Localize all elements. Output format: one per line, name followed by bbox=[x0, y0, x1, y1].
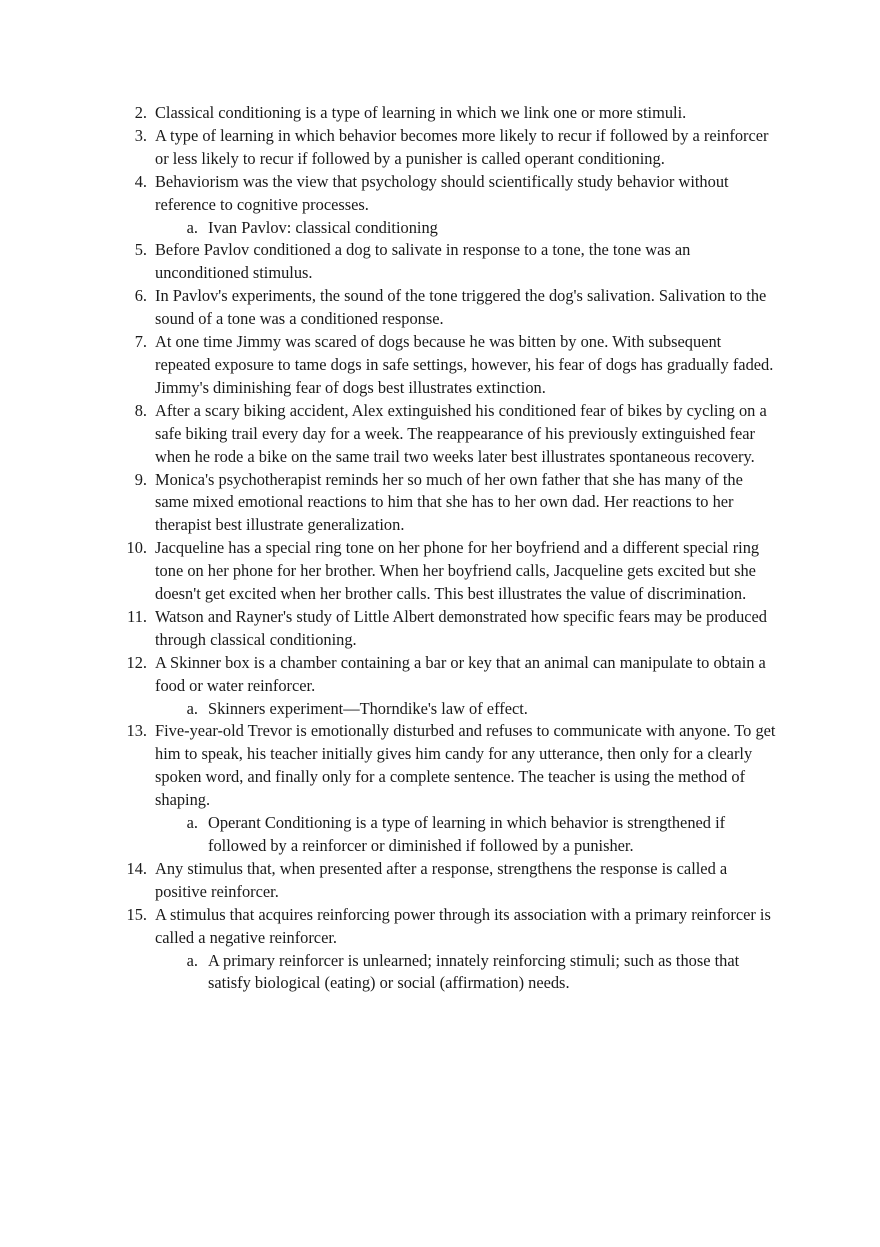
sub-list-item bbox=[0, 698, 780, 721]
list-item bbox=[0, 469, 780, 538]
list-item bbox=[0, 858, 780, 904]
item-number: 14. bbox=[126, 858, 147, 878]
item-text: A type of learning in which behavior becomes more likely to recur if followed by a reinforcer or less likely to recur if followed by a punisher is called operant conditioning. bbox=[155, 125, 769, 168]
list-item bbox=[0, 537, 780, 606]
list-item bbox=[0, 904, 780, 950]
item-text: Watson and Rayner's study of Little Albert demonstrated how specific fears may be produced through classical conditioning. bbox=[155, 606, 768, 649]
item-text: Classical conditioning is a type of learning in which we link one or more stimuli. bbox=[155, 103, 687, 122]
item-number: 5. bbox=[134, 240, 147, 260]
item-text: After a scary biking accident, Alex extinguished his conditioned fear of bikes by cycling on a safe biking trail every day for a week. The reappearance of his previously extinguished fear when he rode a bike on the same trail two weeks later best illustrates spontaneous recovery. bbox=[155, 400, 767, 466]
sub-item-letter: a. bbox=[186, 217, 198, 237]
item-text: Jacqueline has a special ring tone on her phone for her boyfriend and a different special ring tone on her phone for her brother. When her boyfriend calls, Jacqueline gets excited but she doesn't get excited when her brother calls. This best illustrates the value of discrimination. bbox=[155, 538, 760, 604]
list-item bbox=[0, 400, 780, 469]
item-text: In Pavlov's experiments, the sound of the tone triggered the dog's salivation. Salivation to the sound of a tone was a conditioned response. bbox=[155, 286, 767, 329]
item-number: 11. bbox=[127, 606, 147, 626]
sub-item-text: A primary reinforcer is unlearned; innately reinforcing stimuli; such as those that satisfy biological (eating) or social (affirmation) needs. bbox=[208, 950, 740, 993]
list-item bbox=[0, 720, 780, 812]
sub-item-letter: a. bbox=[186, 950, 198, 970]
item-number: 10. bbox=[126, 538, 147, 558]
sub-item-letter: a. bbox=[186, 813, 198, 833]
sub-item-text: Ivan Pavlov: classical conditioning bbox=[208, 217, 438, 237]
item-text: Monica's psychotherapist reminds her so much of her own father that she has many of the same mixed emotional reactions to him that she has to her own dad. Her reactions to her therapist best illustrate generalization. bbox=[155, 469, 743, 535]
item-number: 3. bbox=[134, 125, 147, 145]
item-text: Before Pavlov conditioned a dog to salivate in response to a tone, the tone was an unconditioned stimulus. bbox=[155, 240, 691, 283]
list-item bbox=[0, 652, 780, 698]
list-item bbox=[0, 239, 780, 285]
sub-list-item bbox=[0, 217, 780, 240]
sub-list-item bbox=[0, 812, 780, 858]
list-item bbox=[0, 125, 780, 171]
item-number: 8. bbox=[134, 400, 147, 420]
list-item bbox=[0, 331, 780, 400]
item-text: Five-year-old Trevor is emotionally disturbed and refuses to communicate with anyone. To get him to speak, his teacher initially gives him candy for any utterance, then only for a clearly spoken word, and finally only for a complete sentence. The teacher is using the method of shaping. bbox=[155, 721, 776, 810]
list-item bbox=[0, 606, 780, 652]
item-text: A Skinner box is a chamber containing a bar or key that an animal can manipulate to obtain a food or water reinforcer. bbox=[155, 652, 766, 695]
sub-list-item bbox=[0, 950, 780, 996]
list-item bbox=[0, 285, 780, 331]
item-number: 7. bbox=[134, 332, 147, 352]
numbered-list bbox=[0, 102, 880, 995]
item-number: 13. bbox=[126, 721, 147, 741]
item-text: Any stimulus that, when presented after a response, strengthens the response is called a positive reinforcer. bbox=[155, 858, 728, 901]
list-item bbox=[0, 102, 780, 125]
item-number: 6. bbox=[134, 286, 147, 306]
sub-item-text: Operant Conditioning is a type of learning in which behavior is strengthened if followed by a reinforcer or diminished if followed by a punisher. bbox=[208, 813, 726, 855]
item-number: 4. bbox=[134, 171, 147, 191]
item-number: 9. bbox=[134, 469, 147, 489]
list-item bbox=[0, 171, 780, 217]
sub-item-text: Skinners experiment—Thorndike's law of effect. bbox=[208, 698, 528, 718]
sub-item-letter: a. bbox=[186, 698, 198, 718]
item-number: 12. bbox=[126, 652, 147, 672]
item-text: At one time Jimmy was scared of dogs because he was bitten by one. With subsequent repeated exposure to tame dogs in safe settings, however, his fear of dogs has gradually faded. Jimmy's diminishing fear of dogs best illustrates extinction. bbox=[155, 332, 774, 397]
item-text: Behaviorism was the view that psychology should scientifically study behavior without reference to cognitive processes. bbox=[155, 171, 729, 214]
item-text: A stimulus that acquires reinforcing power through its association with a primary reinforcer is called a negative reinforcer. bbox=[155, 904, 771, 947]
item-number: 2. bbox=[134, 103, 147, 122]
item-number: 15. bbox=[126, 904, 147, 924]
